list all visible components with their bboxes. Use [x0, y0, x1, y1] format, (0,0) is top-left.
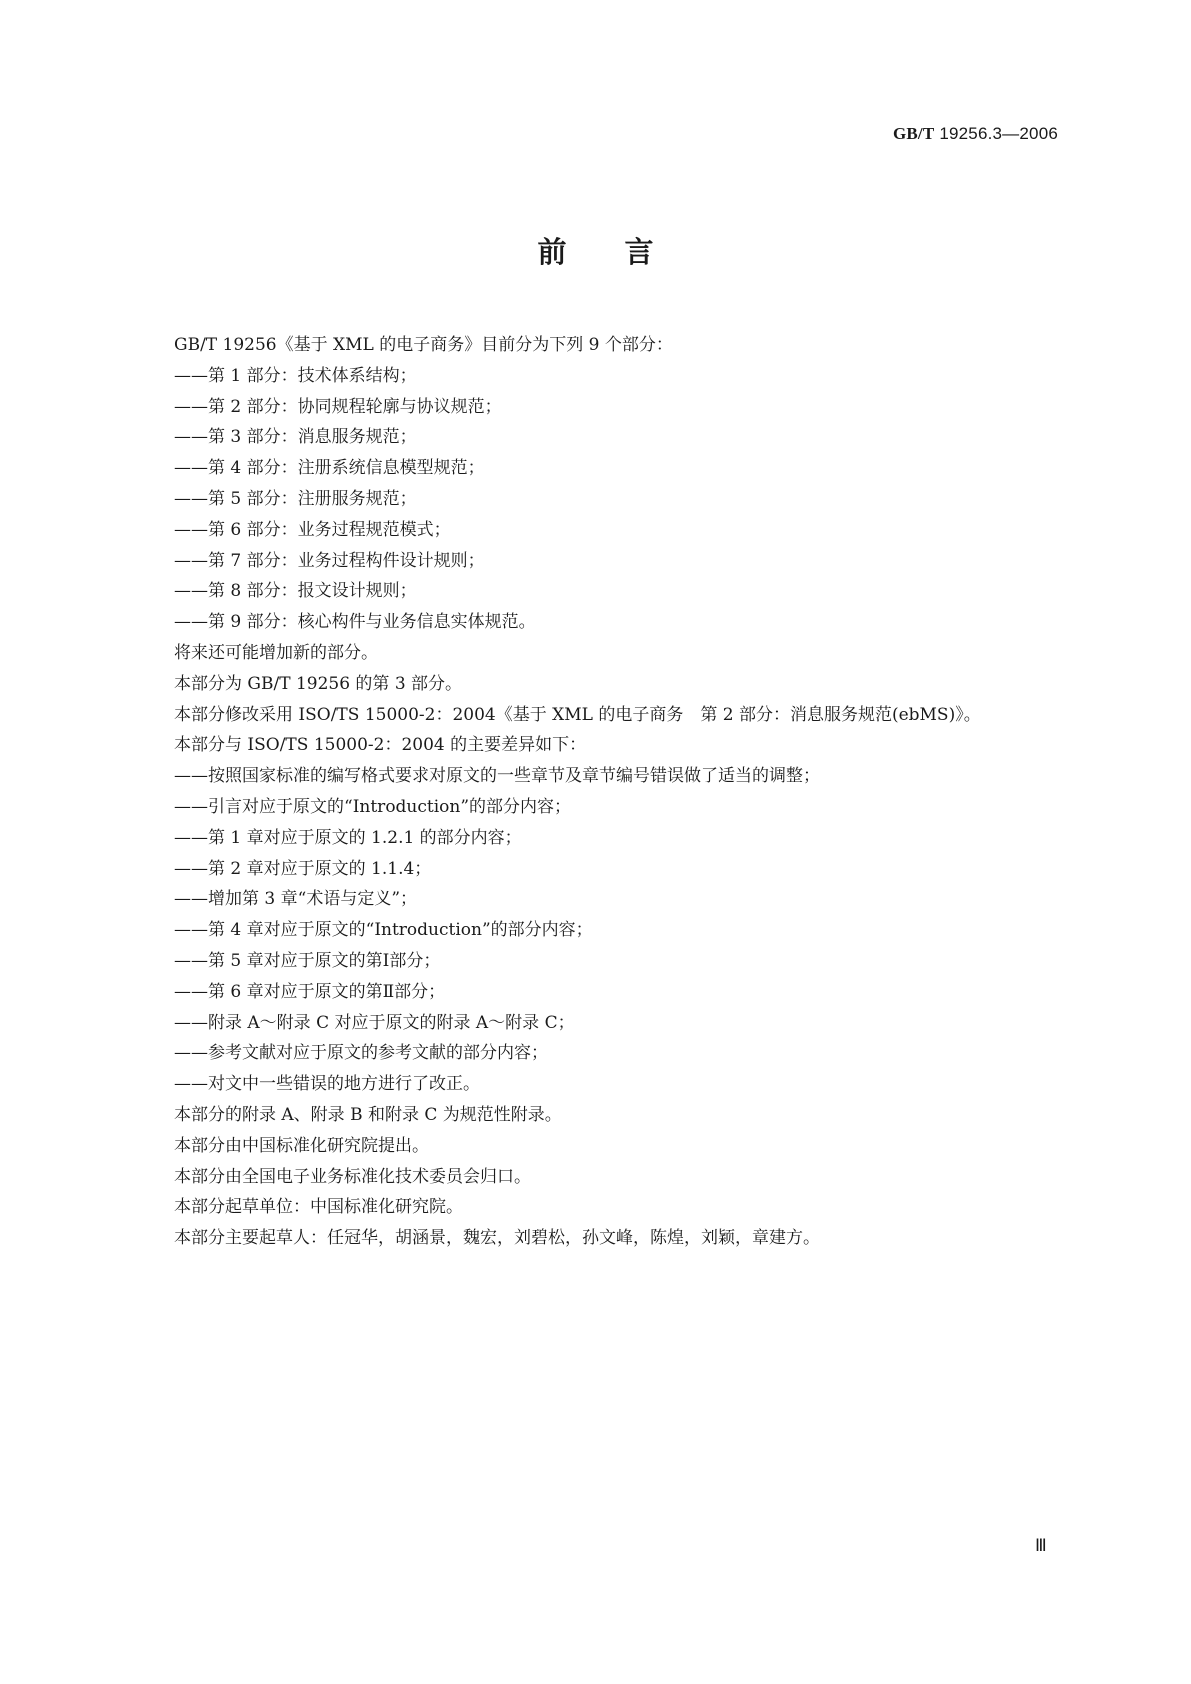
standard-code — [893, 124, 1058, 144]
difference-item: ——第 5 章对应于原文的第Ⅰ部分； — [174, 950, 441, 971]
page-title: 前言 — [537, 235, 712, 269]
part-item: ——第 9 部分：核心构件与业务信息实体规范。 — [174, 612, 536, 633]
annexes-note: 本部分的附录 A、附录 B 和附录 C 为规范性附录。 — [174, 1104, 562, 1125]
difference-item: ——参考文献对应于原文的参考文献的部分内容； — [174, 1043, 548, 1064]
difference-item: ——附录 A～附录 C 对应于原文的附录 A～附录 C； — [174, 1012, 575, 1033]
differences-intro: 本部分与 ISO/TS 15000-2：2004 的主要差异如下： — [174, 735, 587, 756]
drafting-unit-note: 本部分起草单位：中国标准化研究院。 — [174, 1197, 463, 1218]
proposed-by-note: 本部分由中国标准化研究院提出。 — [174, 1135, 429, 1156]
part-item: ——第 7 部分：业务过程构件设计规则； — [174, 550, 485, 571]
future-parts-note: 将来还可能增加新的部分。 — [174, 642, 378, 663]
difference-item: ——引言对应于原文的“Introduction”的部分内容； — [174, 796, 572, 817]
drafters-note: 本部分主要起草人：任冠华，胡涵景，魏宏，刘碧松，孙文峰，陈煌，刘颖，章建方。 — [174, 1228, 820, 1249]
managed-by-note: 本部分由全国电子业务标准化技术委员会归口。 — [174, 1166, 531, 1187]
part-item: ——第 6 部分：业务过程规范模式； — [174, 519, 451, 540]
difference-item: ——第 1 章对应于原文的 1.2.1 的部分内容； — [174, 827, 522, 848]
part-item: ——第 4 部分：注册系统信息模型规范； — [174, 458, 485, 479]
part-item: ——第 2 部分：协同规程轮廓与协议规范； — [174, 396, 502, 417]
part-item: ——第 5 部分：注册服务规范； — [174, 488, 417, 509]
standard-prefix: GB/T — [892, 124, 935, 143]
difference-item: ——第 6 章对应于原文的第Ⅱ部分； — [174, 981, 446, 1002]
adoption-paragraph: 本部分修改采用 ISO/TS 15000-2：2004《基于 XML 的电子商务 第 2 部分：消息服务规范(ebMS)》。 — [174, 704, 981, 725]
this-part-note: 本部分为 GB/T 19256 的第 3 部分。 — [174, 673, 463, 694]
part-item: ——第 1 部分：技术体系结构； — [174, 365, 417, 386]
foreword-body — [138, 330, 1063, 1254]
difference-item: ——对文中一些错误的地方进行了改正。 — [174, 1074, 480, 1095]
intro-paragraph: GB/T 19256《基于 XML 的电子商务》目前分为下列 9 个部分： — [174, 335, 673, 355]
part-item: ——第 3 部分：消息服务规范； — [174, 427, 417, 448]
difference-item: ——按照国家标准的编写格式要求对原文的一些章节及章节编号错误做了适当的调整； — [174, 766, 820, 787]
page-number: Ⅲ — [1035, 1536, 1047, 1555]
standard-number: 19256.3—2006 — [934, 124, 1058, 143]
difference-item: ——增加第 3 章“术语与定义”； — [174, 889, 418, 910]
difference-item: ——第 4 章对应于原文的“Introduction”的部分内容； — [174, 920, 593, 941]
difference-item: ——第 2 章对应于原文的 1.1.4； — [174, 858, 432, 879]
part-item: ——第 8 部分：报文设计规则； — [174, 581, 417, 602]
